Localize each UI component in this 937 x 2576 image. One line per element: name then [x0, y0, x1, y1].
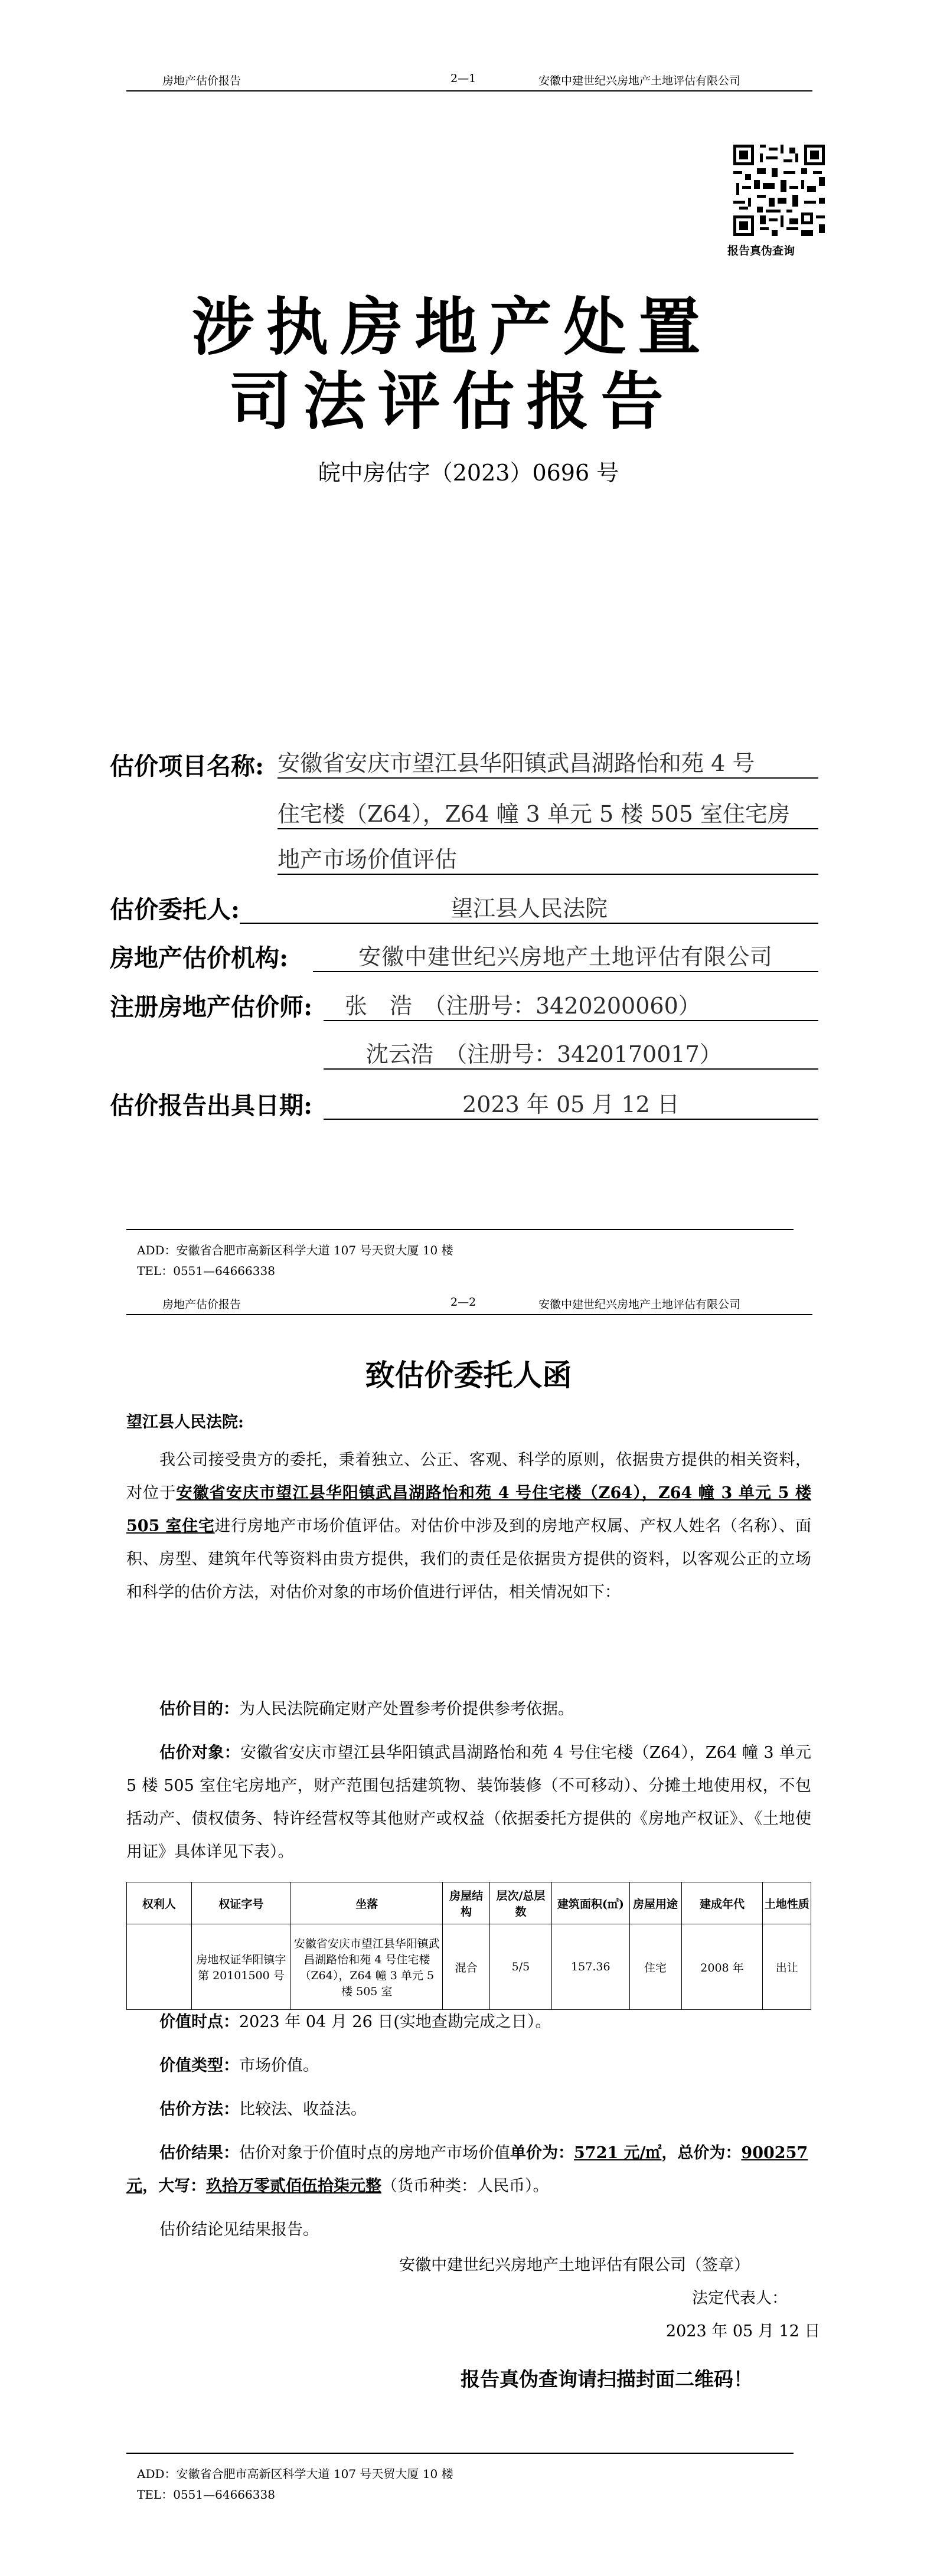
method-label: 估价方法：: [159, 2100, 239, 2119]
header-left: 房地产估价报告: [162, 1298, 241, 1311]
table-cell: 混合: [443, 1924, 489, 2010]
total-price-label: ，总价为：: [661, 2144, 742, 2162]
footer-rule: [126, 2453, 794, 2454]
purpose-paragraph: [126, 1693, 811, 1726]
currency-text: （货币种类：人民币）。: [381, 2177, 549, 2195]
header-rule: [126, 1314, 812, 1315]
table-cell: 2008 年: [681, 1924, 763, 2010]
table-header-row: [127, 1882, 811, 1924]
project-name-label: 估价项目名称:: [110, 752, 265, 780]
project-name-value-line-1: 安徽省安庆市望江县华阳镇武昌湖路怡和苑 4 号: [277, 745, 818, 779]
table-header-cell: 土地性质: [763, 1882, 811, 1924]
object-text: 安徽省安庆市望江县华阳镇武昌湖路怡和苑 4 号住宅楼（Z64），Z64 幢 3 单元 5 楼 505 室住宅房地产，财产范围包括建筑物、装饰装修（不可移动）、分摊土地使用权，不包括动产、债权债务、特许经营权等其他财产或权益（依据委托方提供的《房地产权证》、《土地使用证》具体详见下表）。: [126, 1744, 811, 1861]
client-label: 估价委托人:: [110, 895, 240, 924]
uppercase-label: ，大写：: [142, 2177, 206, 2195]
table-cell: 5/5: [489, 1924, 551, 2010]
header-page-number: 2—1: [450, 72, 476, 85]
footer-address: ADD：安徽省合肥市高新区科学大道 107 号天贸大厦 10 楼: [137, 2467, 453, 2481]
appraiser-label: 注册房地产估价师:: [110, 993, 313, 1021]
header-left: 房地产估价报告: [162, 74, 241, 87]
table-cell: [127, 1924, 192, 2010]
table-header-cell: 房屋结构: [443, 1882, 489, 1924]
qr-verify-notice: 报告真伪查询请扫描封面二维码！: [461, 2368, 753, 2391]
agency-label: 房地产估价机构:: [110, 944, 289, 972]
table-cell: 住宅: [629, 1924, 681, 2010]
intro-address-highlight: 安徽省安庆市望江县华阳镇武昌湖路怡和苑 4 号住宅楼（Z64），Z64 幢 3 单元 5 楼 505 室住宅: [126, 1484, 811, 1535]
result-text: 估价对象于价值时点的房地产市场价值: [239, 2144, 510, 2162]
footer-tel: TEL：0551—64666338: [137, 2487, 275, 2502]
table-header-cell: 层次/总层数: [489, 1882, 551, 1924]
table-header-cell: 权证字号: [191, 1882, 290, 1924]
intro-paragraph: [126, 1444, 811, 1609]
header-page-number: 2—2: [450, 1296, 476, 1309]
value-time-paragraph: [126, 2006, 811, 2039]
client-value: 望江县人民法院: [240, 890, 818, 924]
signature-company: 安徽中建世纪兴房地产土地评估有限公司（签章）: [399, 2256, 750, 2274]
appraiser-1-value: 张 浩 （注册号：3420200060）: [324, 988, 818, 1021]
table-cell: 安徽省安庆市望江县华阳镇武昌湖路怡和苑 4 号住宅楼（Z64），Z64 幢 3 单元 5 楼 505 室: [291, 1924, 443, 2010]
report-title-line-2: 司法评估报告: [228, 364, 675, 438]
purpose-text: 为人民法院确定财产处置参考价提供参考依据。: [239, 1700, 574, 1718]
table-header-cell: 房屋用途: [629, 1882, 681, 1924]
header-rule: [126, 90, 812, 91]
letter-title: 致估价委托人函: [365, 1358, 572, 1392]
value-time-text: 2023 年 04 月 26 日(实地查勘完成之日）。: [239, 2013, 551, 2031]
table-header-cell: 权利人: [127, 1882, 192, 1924]
appraiser-2-value: 沈云浩 （注册号：3420170017）: [324, 1036, 818, 1070]
object-label: 估价对象：: [159, 1744, 241, 1762]
report-title-line-1: 涉执房地产处置: [191, 290, 713, 364]
table-header-cell: 建筑面积(㎡): [552, 1882, 629, 1924]
method-paragraph: [126, 2093, 811, 2126]
table-header-cell: 坐落: [291, 1882, 443, 1924]
footer-tel: TEL：0551—64666338: [137, 1264, 275, 1278]
table-cell: 157.36: [552, 1924, 629, 2010]
addressee: 望江县人民法院:: [126, 1413, 244, 1431]
header-right: 安徽中建世纪兴房地产土地评估有限公司: [538, 74, 741, 87]
qr-caption: 报告真伪查询: [727, 244, 795, 257]
value-type-text: 市场价值。: [239, 2057, 319, 2075]
table-row: [127, 1924, 811, 2010]
intro-text-a: 我公司接受贵方的委托，秉着独立、公正、客观、科学的原则，依据贵方提供的相关资料，对位于: [126, 1451, 811, 1502]
table-header-cell: 建成年代: [681, 1882, 763, 1924]
uppercase-value: 玖拾万零贰佰伍拾柒元整: [206, 2177, 381, 2195]
table-cell: 房地权证华阳镇字第 20101500 号: [191, 1924, 290, 2010]
value-type-paragraph: [126, 2049, 811, 2083]
project-name-value-line-2: 住宅楼（Z64），Z64 幢 3 单元 5 楼 505 室住宅房: [277, 796, 818, 829]
value-type-label: 价值类型：: [159, 2057, 239, 2075]
total-price-value: 900257 元: [126, 2144, 808, 2195]
report-number: 皖中房估字（2023）0696 号: [318, 460, 619, 486]
project-name-value-line-3: 地产市场价值评估: [277, 841, 818, 875]
agency-value: 安徽中建世纪兴房地产土地评估有限公司: [313, 939, 818, 972]
header-right: 安徽中建世纪兴房地产土地评估有限公司: [538, 1298, 741, 1311]
property-table: [126, 1882, 811, 2010]
conclusion-note: 估价结论见结果报告。: [159, 2221, 319, 2239]
purpose-label: 估价目的：: [159, 1700, 239, 1718]
qr-code-icon: [730, 142, 828, 239]
footer-address: ADD：安徽省合肥市高新区科学大道 107 号天贸大厦 10 楼: [137, 1243, 453, 1257]
result-label: 估价结果：: [159, 2144, 239, 2162]
value-time-label: 价值时点：: [159, 2013, 239, 2031]
footer-rule: [126, 1229, 794, 1230]
table-cell: 出让: [763, 1924, 811, 2010]
legal-representative-label: 法定代表人：: [692, 2289, 788, 2307]
unit-price-value: 5721 元/㎡: [574, 2144, 662, 2162]
unit-price-label: 单价为：: [510, 2144, 574, 2162]
signature-date: 2023 年 05 月 12 日: [666, 2322, 821, 2340]
result-paragraph: [126, 2137, 811, 2203]
method-text: 比较法、收益法。: [239, 2100, 367, 2119]
object-paragraph: [126, 1737, 811, 1869]
issue-date-value: 2023 年 05 月 12 日: [324, 1086, 818, 1120]
intro-text-c: 进行房地产市场价值评估。对估价中涉及到的房地产权属、产权人姓名（名称）、面积、房型、建筑年代等资料由贵方提供，我们的责任是依据贵方提供的资料，以客观公正的立场和科学的估价方法，对估价对象的市场价值进行评估，相关情况如下：: [126, 1517, 812, 1601]
issue-date-label: 估价报告出具日期:: [110, 1091, 313, 1120]
